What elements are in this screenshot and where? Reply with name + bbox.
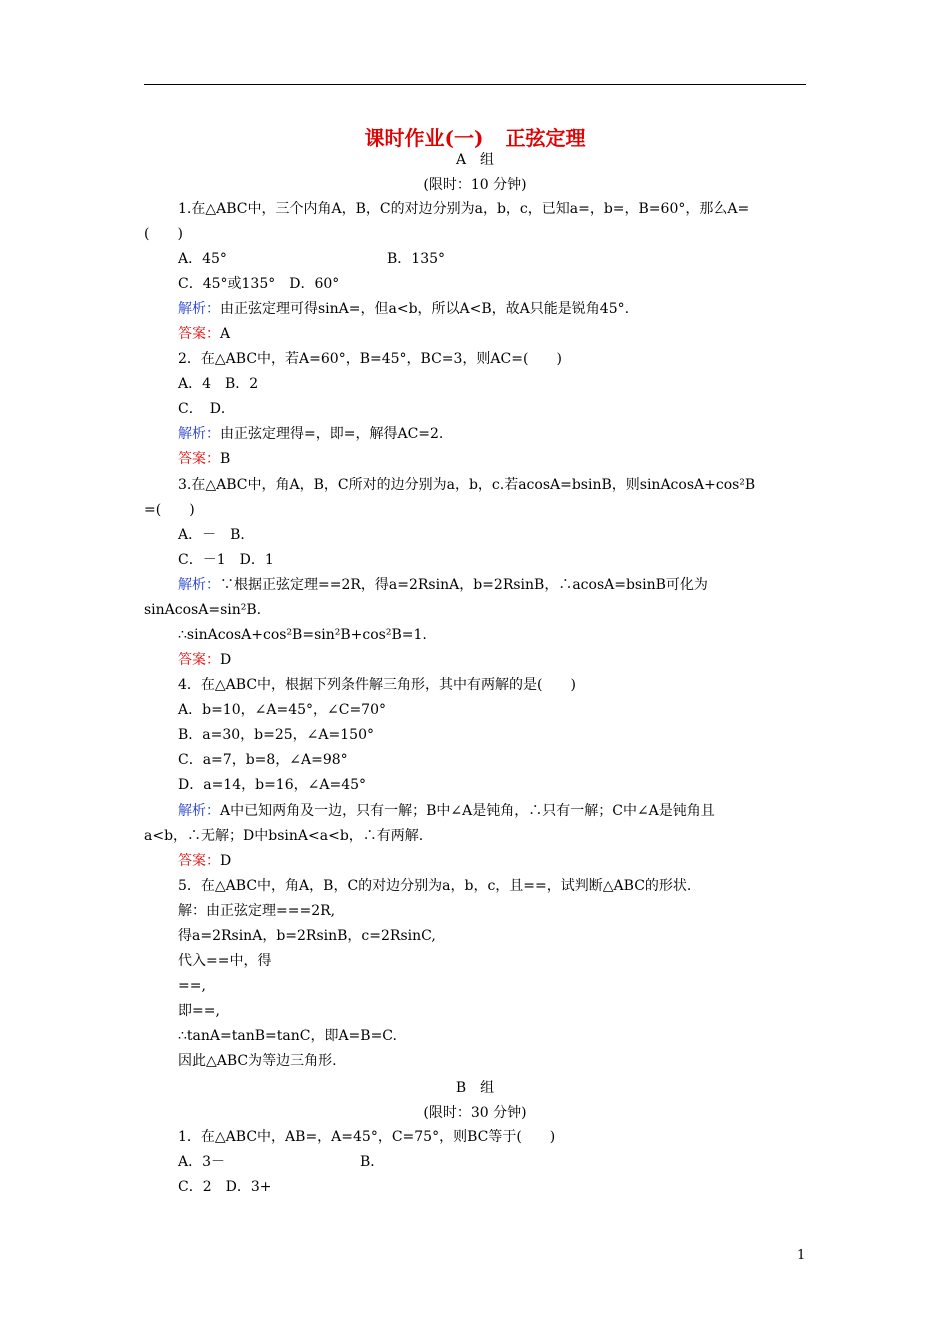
q3-answer (178, 650, 231, 670)
q4-option-d: D．a=14，b=16，∠A=45° (178, 777, 367, 793)
qb1-stem: 1．在△ABC中，AB=，A=45°，C=75°，则BC等于( ) (178, 1129, 556, 1145)
answer-label: 答案： (178, 652, 220, 668)
analysis-label: 解析： (178, 426, 220, 442)
q4-analysis-line1 (178, 801, 715, 821)
q1-stem-line2: ( ) (144, 226, 183, 242)
q1-analysis-text: 由正弦定理可得sinA=，但a<b，所以A<B，故A只能是锐角45°. (220, 301, 630, 317)
q3-analysis-line2: sinAcosA=sin²B. (144, 602, 262, 618)
q1-option-a: A．45° (178, 251, 227, 267)
q3-analysis-text1: ∵根据正弦定理==2R，得a=2RsinA，b=2RsinB，∴acosA=bsinB可化为 (220, 577, 708, 593)
title-main: 课时作业(一) (364, 126, 484, 150)
q2-analysis-text: 由正弦定理得=，即=，解得AC=2. (220, 426, 444, 442)
q5-solution-line2: 得a=2RsinA，b=2RsinB，c=2RsinC, (178, 928, 436, 944)
q1-answer-text: A (220, 326, 231, 342)
q4-analysis-line2: a<b，∴无解；D中bsinA<a<b，∴有两解. (144, 828, 424, 844)
qb1-option-b: B． (360, 1154, 385, 1170)
q5-solution-line3: 代入==中，得 (178, 953, 272, 969)
q2-stem: 2．在△ABC中，若A=60°，B=45°，BC=3，则AC=( ) (178, 351, 562, 367)
q5-solution-line7: 因此△ABC为等边三角形. (178, 1053, 337, 1069)
q4-option-c: C．a=7，b=8，∠A=98° (178, 752, 348, 768)
q3-option-cd: C．－1 D．1 (178, 552, 274, 568)
q5-solution-line1: 解：由正弦定理===2R, (178, 903, 336, 919)
answer-label: 答案： (178, 451, 220, 467)
analysis-label: 解析： (178, 301, 220, 317)
q3-option-ab: A．－ B． (178, 527, 255, 543)
q5-stem: 5．在△ABC中，角A，B，C的对边分别为a，b，c，且==，试判断△ABC的形状. (178, 878, 692, 894)
header-rule (144, 84, 806, 85)
q4-option-b: B．a=30，b=25，∠A=150° (178, 727, 374, 743)
q3-stem-line2: =( ) (144, 502, 195, 518)
answer-label: 答案： (178, 853, 220, 869)
title-sub: 正弦定理 (505, 126, 586, 150)
q1-stem-line1: 1.在△ABC中，三个内角A，B，C的对边分别为a，b，c，已知a=，b=，B=60°，那么A= (178, 201, 750, 217)
qb1-option-a: A．3－ (178, 1154, 226, 1170)
page-title (0, 122, 950, 151)
q5-solution-line4: ==, (178, 978, 206, 994)
q1-option-cd: C．45°或135° D．60° (178, 276, 340, 292)
q4-answer (178, 851, 231, 871)
q2-option-cd: C． D． (178, 401, 235, 417)
answer-label: 答案： (178, 326, 220, 342)
qb1-option-cd: C．2 D．3+ (178, 1179, 272, 1195)
q2-answer-text: B (220, 451, 231, 467)
q5-solution-line6: ∴tanA=tanB=tanC，即A=B=C. (178, 1028, 397, 1044)
group-b-heading: B 组 (455, 1080, 495, 1096)
q3-stem-line1: 3.在△ABC中，角A，B，C所对的边分别为a，b，c.若acosA=bsinB，则sinAcosA+cos²B (178, 477, 756, 493)
q1-analysis (178, 299, 629, 319)
q4-answer-text: D (220, 853, 232, 869)
group-a-heading: A 组 (455, 152, 495, 168)
q4-analysis-text1: A中已知两角及一边，只有一解；B中∠A是钝角，∴只有一解；C中∠A是钝角且 (220, 803, 715, 819)
q4-option-a: A．b=10，∠A=45°，∠C=70° (178, 702, 386, 718)
q5-solution-line5: 即==, (178, 1003, 220, 1019)
q3-analysis-line1 (178, 575, 708, 595)
q1-answer (178, 324, 230, 344)
q4-stem: 4．在△ABC中，根据下列条件解三角形，其中有两解的是( ) (178, 677, 576, 693)
page-number: 1 (797, 1248, 806, 1263)
group-a-time-limit: (限时：10 分钟) (423, 177, 527, 193)
q1-option-b: B．135° (387, 251, 446, 267)
q3-analysis-line3: ∴sinAcosA+cos²B=sin²B+cos²B=1. (178, 627, 427, 643)
analysis-label: 解析： (178, 803, 220, 819)
analysis-label: 解析： (178, 577, 220, 593)
q3-answer-text: D (220, 652, 232, 668)
group-b-time-limit: (限时：30 分钟) (423, 1105, 527, 1121)
q2-answer (178, 449, 230, 469)
q2-analysis (178, 424, 443, 444)
q2-option-ab: A．4 B．2 (178, 376, 259, 392)
